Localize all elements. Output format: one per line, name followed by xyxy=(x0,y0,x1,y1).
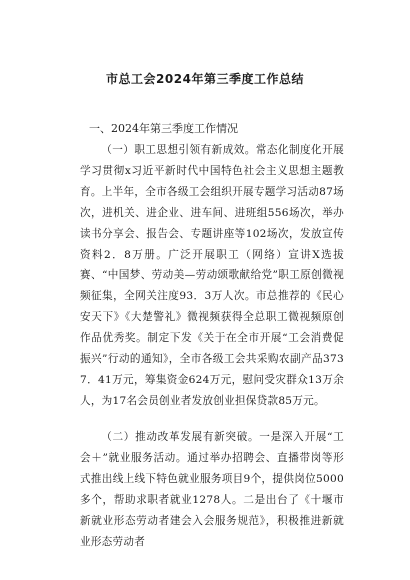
document-title: 市总工会2024年第三季度工作总结 xyxy=(106,72,304,86)
paragraph-thought-guidance: （一）职工思想引领有新成效。常态化制度化开展学习贯彻x习近平新时代中国特色社会主义思想主题教育。上半年，全市各级工会组织开展专题学习活动87场次，进机关、进企业、进车间、进班组556场次，举办读书分享会、报告会、专题讲座等102场次，发放宣传资料2．8万册。广泛开展职工（网络）宣讲X选拔赛、“中国梦、劳动美—劳动颂歌献给党”职工原创微视频征集，全网关注度93．3万人次。市总推荐的《民心安天下》《大楚警礼》微视频获得全总职工微视频原创作品优秀奖。制定下发《关于在全市开展“工会消费促振兴”行动的通知》，全市各级工会共采购农副产品3737．41万元，筹集资金624万元，慰问受灾群众13万余人，为17名会员创业者发放创业担保贷款85万元。 xyxy=(80,144,344,407)
section-heading: 一、2024年第三季度工作情况 xyxy=(89,122,238,135)
paragraph-reform-development: （二）推动改革发展有新突破。一是深入开展“工会＋”就业服务活动。通过举办招聘会、直播带岗等形式推出线上线下特色就业服务项目9个，提供岗位5000多个，帮助求职者就业1278人。二是出台了《十堰市新就业形态劳动者建会入会服务规范》，积极推进新就业形态劳动者 xyxy=(80,431,344,548)
